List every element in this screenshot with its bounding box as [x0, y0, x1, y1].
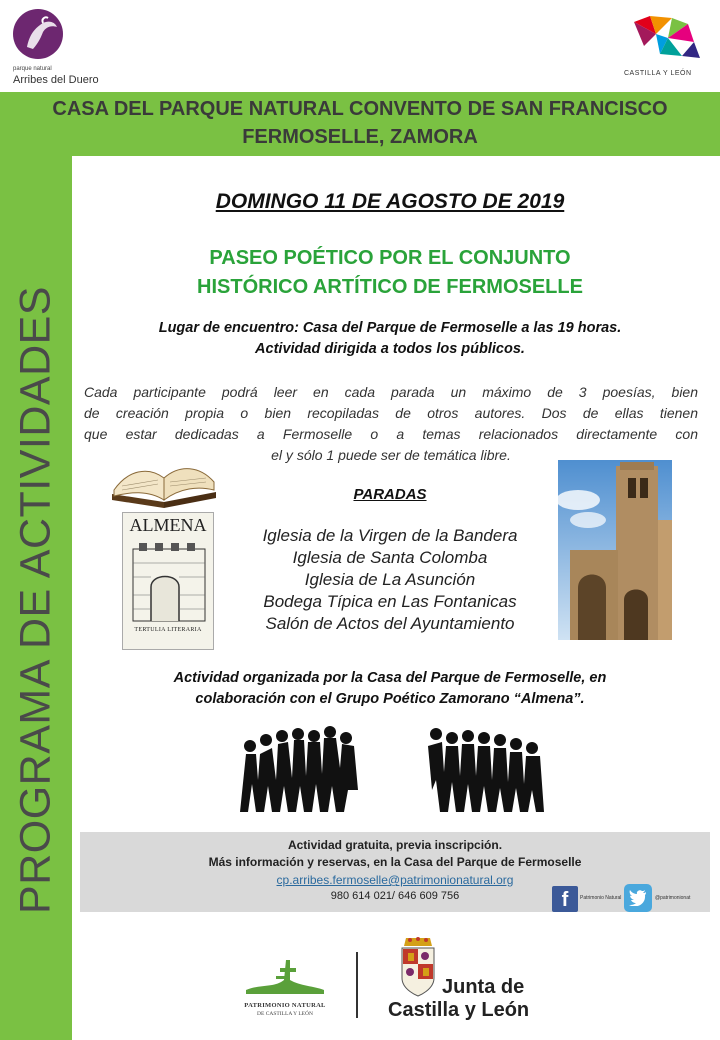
subtitle-line-1: PASEO POÉTICO POR EL CONJUNTO [209, 247, 571, 269]
title-band [0, 92, 720, 156]
arribes-del-duero-logo [10, 6, 120, 86]
description-line: el y sólo 1 puede ser de temática libre. [271, 447, 511, 463]
junta-line-1: Junta de [442, 976, 525, 998]
twitter-label: @patrimonionat [655, 895, 691, 901]
title-line-2: FERMOSELLE, ZAMORA [242, 126, 478, 148]
info-line-1: Actividad gratuita, previa inscripción. [287, 838, 503, 852]
cyl-logo-text: CASTILLA Y LEÓN [624, 70, 692, 77]
meeting-line-2: Actividad dirigida a todos los públicos. [255, 341, 525, 357]
church-tower-photo [558, 460, 672, 640]
event-date [80, 190, 700, 214]
stops-title [290, 486, 490, 503]
event-date-text: DOMINGO 11 DE AGOSTO DE 2019 [215, 190, 565, 213]
description-line: de creación propia o bien recopiladas de otros autores. Dos de ellas tienen [84, 405, 698, 421]
castilla-y-leon-logo [620, 12, 710, 82]
stop-item: Iglesia de Santa Colomba [292, 548, 488, 567]
cyl-polygon-icon [620, 12, 710, 68]
stop-item: Bodega Típica en Las Fontanicas [263, 592, 517, 611]
description [84, 382, 698, 466]
castle-arch-icon [129, 539, 209, 623]
facebook-icon[interactable]: f [552, 886, 578, 912]
almena-book-cover [122, 512, 214, 650]
junta-coat-of-arms-icon [398, 936, 438, 998]
vulture-emblem-icon [13, 9, 63, 59]
description-line: Cada participante podrá leer en cada parada un máximo de 3 poesías, bien [84, 384, 698, 400]
info-line-2: Más información y reservas, en la Casa del Parque de Fermoselle [208, 855, 582, 869]
patrimonio-natural-emblem-icon [240, 950, 330, 1000]
patrimonio-natural-logo [240, 950, 330, 1022]
pn-logo-line-1: PATRIMONIO NATURAL [244, 1002, 326, 1009]
stop-item: Iglesia de la Virgen de la Bandera [262, 526, 518, 545]
stops-list [220, 525, 560, 635]
subtitle-line-2: HISTÓRICO ARTÍTICO DE FERMOSELLE [197, 276, 583, 298]
organizer-line-1: Actividad organizada por la Casa del Parque de Fermoselle, en [173, 670, 607, 686]
people-group-icon [236, 720, 362, 815]
logo-subtitle: parque natural [13, 66, 52, 72]
phone-numbers: 980 614 021/ 646 609 756 [330, 890, 460, 902]
footer-divider [356, 952, 358, 1018]
event-subtitle [80, 244, 700, 302]
stop-item: Salón de Actos del Ayuntamiento [265, 614, 515, 633]
email-line [80, 873, 710, 887]
description-line: que estar dedicadas a Fermoselle o a temas relacionados directamente con [84, 426, 698, 442]
side-label: PROGRAMA DE ACTIVIDADES [11, 286, 60, 914]
pn-logo-line-2: DE CASTILLA Y LEÓN [257, 1011, 313, 1017]
almena-cover-footer: TERTULIA LITERARIA [134, 627, 202, 633]
organizer-line-2: colaboración con el Grupo Poético Zamorano “Almena”. [195, 691, 585, 707]
meeting-info [80, 318, 700, 360]
stop-item: Iglesia de La Asunción [304, 570, 476, 589]
stops-title-text: PARADAS [353, 486, 427, 503]
email-link[interactable]: cp.arribes.fermoselle@patrimonionatural.org [276, 873, 514, 887]
twitter-icon[interactable] [624, 884, 652, 912]
junta-line-2: Castilla y León [388, 999, 530, 1021]
logo-name: Arribes del Duero [13, 74, 99, 86]
people-group-icon [424, 720, 550, 815]
open-book-image [108, 456, 220, 508]
meeting-line-1: Lugar de encuentro: Casa del Parque de Fermoselle a las 19 horas. [158, 320, 622, 336]
organizer-info [80, 668, 700, 710]
almena-cover-title: ALMENA [129, 515, 207, 535]
facebook-label: Patrimonio Natural [580, 895, 622, 901]
header [0, 0, 720, 92]
title-line-1: CASA DEL PARQUE NATURAL CONVENTO DE SAN FRANCISCO [52, 98, 668, 120]
